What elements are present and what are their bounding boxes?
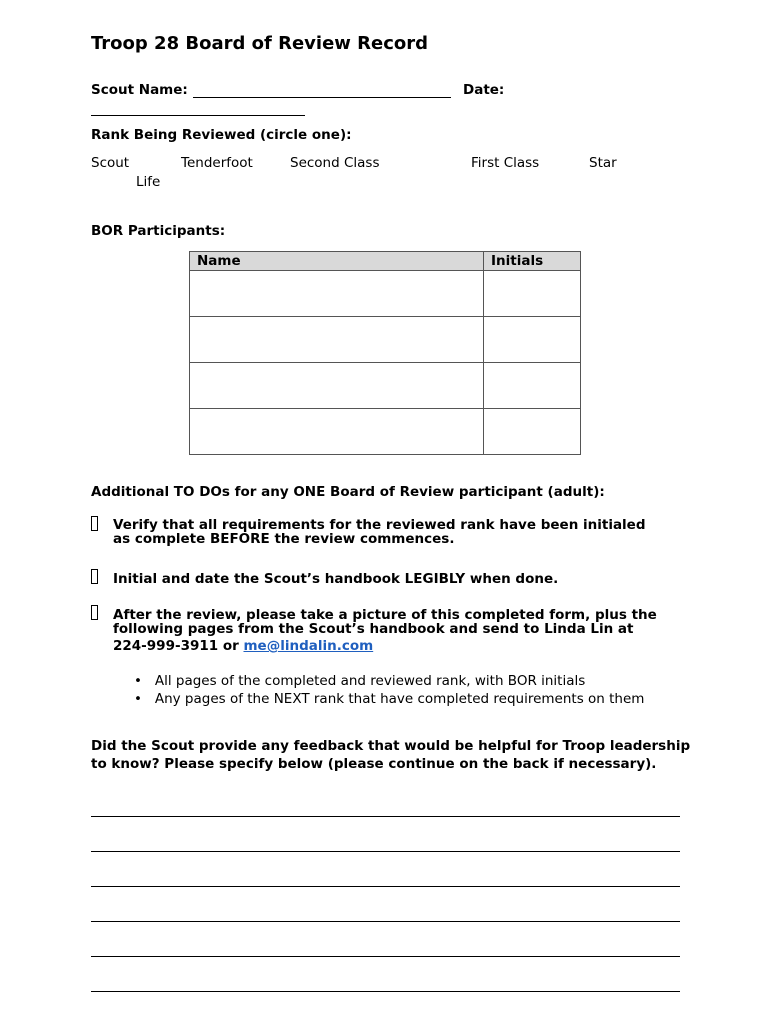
rank-star[interactable]: Star bbox=[589, 155, 617, 171]
name-cell[interactable] bbox=[190, 317, 484, 363]
todo-line: After the review, please take a picture of this completed form, plus the bbox=[113, 607, 657, 623]
name-cell[interactable] bbox=[190, 409, 484, 455]
rank-first-class[interactable]: First Class bbox=[471, 155, 540, 171]
list-item: • Any pages of the NEXT rank that have completed requirements on them bbox=[134, 691, 645, 707]
feedback-line[interactable] bbox=[91, 921, 680, 922]
feedback-question: Did the Scout provide any feedback that would be helpful for Troop leadership to know? Please specify below (please continue on the back if necessary). bbox=[91, 738, 691, 772]
list-item: • All pages of the completed and reviewed rank, with BOR initials bbox=[134, 673, 586, 689]
feedback-line[interactable] bbox=[91, 851, 680, 852]
scout-name-label: Scout Name: bbox=[91, 82, 188, 98]
feedback-line[interactable] bbox=[91, 816, 680, 817]
feedback-line[interactable] bbox=[91, 886, 680, 887]
rank-tenderfoot[interactable]: Tenderfoot bbox=[181, 155, 253, 171]
todo-line: as complete BEFORE the review commences. bbox=[113, 531, 455, 547]
table-row bbox=[190, 271, 581, 317]
initials-cell[interactable] bbox=[484, 409, 581, 455]
scout-name-line[interactable] bbox=[193, 97, 451, 98]
email-link[interactable]: me@lindalin.com bbox=[243, 638, 374, 654]
initials-header: Initials bbox=[484, 252, 581, 271]
todo-item-initial bbox=[113, 572, 558, 586]
todo-line bbox=[113, 639, 657, 653]
todo-heading: Additional TO DOs for any ONE Board of Review participant (adult): bbox=[91, 484, 605, 500]
initials-cell[interactable] bbox=[484, 271, 581, 317]
rank-life[interactable]: Life bbox=[136, 174, 161, 190]
rank-second-class[interactable]: Second Class bbox=[290, 155, 380, 171]
bullet-text: All pages of the completed and reviewed rank, with BOR initials bbox=[154, 673, 586, 689]
name-cell[interactable] bbox=[190, 271, 484, 317]
checkbox-icon[interactable] bbox=[91, 516, 98, 531]
table-row bbox=[190, 363, 581, 409]
todo-item-picture bbox=[113, 608, 657, 653]
date-label: Date: bbox=[463, 82, 505, 98]
initials-cell[interactable] bbox=[484, 317, 581, 363]
form-title: Troop 28 Board of Review Record bbox=[91, 33, 429, 54]
todo-line: Verify that all requirements for the reviewed rank have been initialed bbox=[113, 517, 646, 533]
feedback-line[interactable] bbox=[91, 991, 680, 992]
todo-item-verify bbox=[113, 518, 646, 546]
feedback-line[interactable] bbox=[91, 956, 680, 957]
participants-label: BOR Participants: bbox=[91, 223, 226, 239]
bullet-text: Any pages of the NEXT rank that have completed requirements on them bbox=[154, 691, 645, 707]
rank-scout[interactable]: Scout bbox=[91, 155, 130, 171]
name-cell[interactable] bbox=[190, 363, 484, 409]
table-row bbox=[190, 409, 581, 455]
checkbox-icon[interactable] bbox=[91, 605, 98, 620]
participants-table bbox=[189, 251, 581, 455]
checkbox-icon[interactable] bbox=[91, 569, 98, 584]
todo-line: Initial and date the Scout’s handbook LEGIBLY when done. bbox=[113, 571, 559, 587]
date-line[interactable] bbox=[91, 115, 305, 116]
phone-text: 224-999-3911 or bbox=[113, 638, 244, 654]
todo-line: following pages from the Scout’s handbook and send to Linda Lin at bbox=[113, 621, 634, 637]
initials-cell[interactable] bbox=[484, 363, 581, 409]
table-row bbox=[190, 317, 581, 363]
rank-label: Rank Being Reviewed (circle one): bbox=[91, 127, 352, 143]
name-header: Name bbox=[190, 252, 484, 271]
